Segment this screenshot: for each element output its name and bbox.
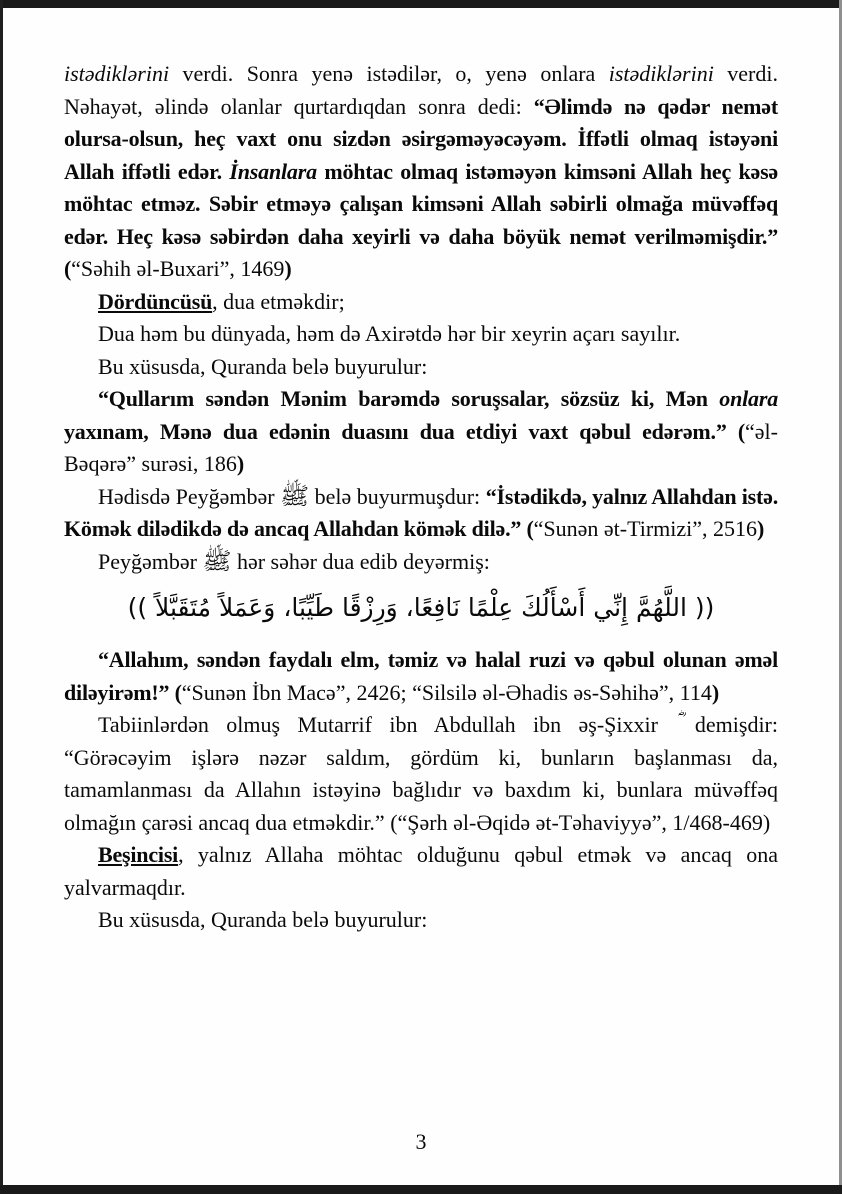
paragraph [64, 318, 778, 351]
text-segment: Peyğəmbər [98, 548, 203, 574]
paragraph [64, 904, 778, 937]
text-segment: Dördüncüsü [98, 288, 213, 314]
text-segment: “Səhih əl-Buxari”, 1469 [71, 256, 285, 281]
text-segment: yaxınam, Mənə dua edənin duasını dua etdiyi vaxt qəbul edərəm.” ( [64, 418, 746, 444]
paragraph [64, 58, 778, 286]
ra-symbol: ؓ [657, 710, 678, 738]
text-segment: , dua etməkdir; [212, 288, 345, 314]
text-segment: ) [284, 256, 292, 281]
text-segment: hər səhər dua edib deyərmiş: [231, 548, 490, 574]
text-segment: “İstədikdə, yalnız Allahdan istə. Kömək dilədikdə də ancaq Allahdan kömək dilə.” ( [64, 483, 778, 541]
text-segment: “əl-Bəqərə” surəsi, 186 [64, 418, 778, 476]
text-segment: belə buyurmuşdur: [309, 483, 486, 509]
text-segment: “Sunən İbn Macə”, 2426; “Silsilə əl-Əhadis əs-Səhihə”, 114 [181, 679, 712, 705]
text-segment: istədiklərini [608, 61, 714, 86]
text-segment: İnsanlara [229, 158, 317, 184]
text-segment: Bu xüsusda, Quranda belə buyurulur: [98, 907, 428, 932]
text-segment: “Allahım, səndən faydalı elm, təmiz və halal ruzi və qəbul olunan əməl diləyirəm!” ( [64, 647, 778, 705]
text-segment: istədiklərini [64, 61, 170, 86]
text-segment: “Sunən ət-Tirmizi”, 2516 [533, 516, 758, 541]
paragraph [64, 351, 778, 384]
arabic-dua-text: (( اللَّهُمَّ إِنِّي أَسْأَلُكَ عِلْمًا نَافِعًا، وَرِزْقًا طَيِّبًا، وَعَمَلاً مُتَقَبَّلاً )) [127, 593, 715, 622]
page-edge-bottom [0, 1185, 842, 1194]
text-segment: ) [711, 679, 719, 705]
text-segment: demişdir: “Görəcəyim işlərə nəzər saldım, gördüm ki, bunların başlanması da, tamamlanması da Allahın istəyinə bağlıdır və baxdım ki, bunlara müvəffəq olmağın çarəsi ancaq dua etməkdir.” (“Şərh əl-Əqidə ət-Təhaviyyə”, 1/468-469) [64, 712, 778, 835]
page-edge-left [0, 0, 3, 1194]
text-segment: ) [236, 451, 245, 476]
paragraph [64, 839, 778, 904]
paragraph [64, 481, 778, 546]
text-segment: Bu xüsusda, Quranda belə buyurulur: [98, 353, 428, 379]
text-segment: Beşincisi [98, 842, 179, 867]
paragraph [64, 286, 778, 319]
text-segment: möhtac olmaq istəməyən kimsəni Allah heç kəsə möhtac etməz. Səbir etməyə çalışan kimsəni Allah səbirli olmağa müvəffəq edər. Heç kəsə səbirdən daha xeyirli və daha böyük nemət verilməmişdir.” ( [64, 158, 778, 281]
paragraph [64, 644, 778, 709]
text-segment: “Əlimdə nə qədər nemət olursa-olsun, heç vaxt onu sizdən əsirgəməyəcəyəm. İffətli olmaq istəyəni Allah iffətli edər. [64, 93, 778, 184]
paragraph [64, 383, 778, 481]
page-body [64, 58, 778, 937]
paragraph [64, 709, 778, 839]
text-segment: ) [757, 516, 765, 541]
page-footer [0, 1126, 842, 1158]
text-segment: onlara [719, 386, 778, 411]
pbuh-symbol: ﷺ [202, 546, 232, 575]
text-segment: Hədisdə Peyğəmbər [98, 483, 281, 509]
pbuh-symbol: ﷺ [280, 481, 310, 510]
text-segment: Dua həm bu dünyada, həm də Axirətdə hər bir xeyrin açarı sayılır. [98, 321, 681, 346]
paragraph [64, 546, 778, 579]
text-segment: , yalnız Allaha möhtac olduğunu qəbul etmək və ancaq ona yalvarmaqdır. [64, 842, 778, 900]
text-segment: verdi. Sonra yenə istədilər, o, yenə onlara [169, 61, 609, 86]
text-segment: Tabiinlərdən olmuş Mutarrif ibn Abdullah ibn əş-Şixxir [98, 712, 658, 737]
arabic-dua-paragraph [64, 586, 778, 630]
page-edge-top [0, 0, 842, 8]
page-number: 3 [415, 1129, 427, 1154]
text-segment: “Qullarım səndən Mənim barəmdə soruşsalar, sözsüz ki, Mən [98, 386, 720, 411]
text-segment: verdi. Nəhayət, əlində olanlar qurtardıqdan sonra dedi: [64, 61, 778, 119]
